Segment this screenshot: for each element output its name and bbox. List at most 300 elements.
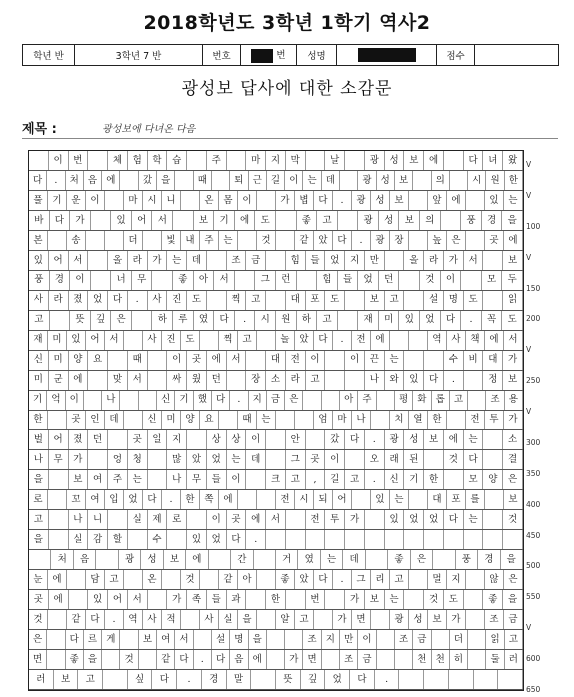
manuscript-cell: 경 (50, 271, 71, 290)
manuscript-row (29, 391, 523, 411)
manuscript-cell: 다 (333, 231, 352, 250)
manuscript-cell: 다 (212, 650, 230, 669)
manuscript-cell: 요 (200, 411, 219, 430)
manuscript-cell (345, 291, 365, 310)
manuscript-cell: 송 (67, 231, 86, 250)
manuscript-cell: 보 (503, 371, 523, 390)
margin-mark: 650 (526, 685, 541, 694)
manuscript-cell (105, 191, 124, 210)
manuscript-cell: 꼬 (67, 490, 86, 509)
manuscript-cell: 데 (105, 411, 124, 430)
manuscript-cell: 있 (111, 211, 132, 230)
manuscript-cell: 에 (444, 430, 464, 449)
manuscript-cell (385, 251, 405, 270)
manuscript-cell: 가 (167, 590, 187, 609)
manuscript-cell: . (333, 191, 352, 210)
manuscript-cell: 엉 (108, 450, 128, 469)
manuscript-cell: 을 (502, 211, 523, 230)
manuscript-cell: 다 (345, 430, 365, 449)
manuscript-cell: 갔 (139, 171, 157, 190)
manuscript-cell (139, 391, 157, 410)
manuscript-cell (194, 630, 212, 649)
manuscript-cell (120, 391, 138, 410)
manuscript-cell: 시 (295, 490, 314, 509)
margin-mark: 400 (526, 499, 541, 509)
manuscript-cell: 금 (413, 630, 431, 649)
manuscript-cell (503, 530, 523, 549)
manuscript-cell (371, 411, 390, 430)
manuscript-cell: 었 (404, 510, 424, 529)
manuscript-cell: 데 (187, 251, 207, 270)
manuscript-cell: 볍 (295, 191, 314, 210)
manuscript-cell: 인 (86, 411, 105, 430)
manuscript-cell: 라 (128, 251, 148, 270)
manuscript-row (29, 291, 523, 311)
manuscript-cell: 보 (400, 211, 421, 230)
manuscript-cell (424, 351, 444, 370)
manuscript-cell: 양 (181, 411, 200, 430)
manuscript-cell: 한 (266, 590, 286, 609)
manuscript-cell (385, 530, 405, 549)
manuscript-cell: 서 (464, 251, 484, 270)
manuscript-cell: 너 (111, 271, 132, 290)
manuscript-cell: 이 (167, 351, 187, 370)
manuscript-cell (432, 630, 450, 649)
manuscript-cell: 은 (504, 570, 523, 589)
manuscript-row (29, 311, 523, 331)
manuscript-cell: 지 (345, 251, 365, 270)
manuscript-cell: 에 (485, 331, 504, 350)
manuscript-cell: 을 (249, 630, 267, 649)
manuscript-cell: 광 (365, 151, 385, 170)
manuscript-cell (468, 630, 486, 649)
manuscript-cell: 녀 (483, 151, 503, 170)
manuscript-cell (466, 610, 485, 629)
manuscript-cell (468, 391, 486, 410)
manuscript-cell: 미 (48, 331, 67, 350)
manuscript-cell: 이 (70, 271, 91, 290)
manuscript-cell: 고 (78, 670, 103, 689)
manuscript-cell: 서 (266, 510, 286, 529)
manuscript-cell: 원 (486, 171, 504, 190)
manuscript-cell: 입 (105, 490, 124, 509)
manuscript-cell: 신 (385, 470, 405, 489)
manuscript-cell: 감 (88, 530, 108, 549)
manuscript-cell: 였 (298, 550, 320, 569)
manuscript-cell (257, 331, 276, 350)
manuscript-cell: 진 (162, 331, 181, 350)
manuscript-cell (325, 590, 345, 609)
manuscript-cell: 던 (379, 271, 400, 290)
manuscript-cell: 었 (420, 311, 441, 330)
manuscript-cell: 게 (102, 630, 120, 649)
manuscript-cell: 미 (162, 411, 181, 430)
manuscript-cell (466, 191, 485, 210)
manuscript-cell: 같 (295, 231, 314, 250)
manuscript-cell (266, 430, 286, 449)
manuscript-cell: 이 (86, 191, 105, 210)
manuscript-cell: 싶 (128, 670, 153, 689)
manuscript-cell: 나 (69, 510, 89, 529)
manuscript-cell (148, 590, 168, 609)
manuscript-cell: . (246, 530, 266, 549)
manuscript-cell: 억 (47, 391, 65, 410)
manuscript-cell: 처 (51, 550, 73, 569)
manuscript-cell: 이 (285, 171, 303, 190)
manuscript-cell: 면 (352, 610, 371, 629)
manuscript-cell (400, 271, 421, 290)
manuscript-cell: 는 (385, 351, 405, 370)
manuscript-cell: 그 (255, 271, 276, 290)
manuscript-cell: 라 (424, 251, 444, 270)
manuscript-cell (88, 450, 108, 469)
manuscript-cell: 찍 (219, 331, 238, 350)
manuscript-cell: 고 (286, 470, 306, 489)
manuscript-cell: 을 (157, 171, 175, 190)
manuscript-cell: 서 (69, 251, 89, 270)
manuscript-cell: 보 (503, 251, 523, 270)
manuscript-cell (148, 371, 168, 390)
manuscript-row (29, 430, 523, 450)
manuscript-cell: 보 (395, 171, 413, 190)
manuscript-cell: 엄 (314, 411, 333, 430)
manuscript-cell (48, 411, 67, 430)
manuscript-cell: 풍 (461, 211, 482, 230)
manuscript-row (29, 171, 523, 191)
manuscript-cell (338, 211, 359, 230)
manuscript-cell: 지 (447, 570, 466, 589)
manuscript-cell: 된 (404, 450, 424, 469)
manuscript-cell: 가 (504, 411, 523, 430)
manuscript-cell: 다 (444, 510, 464, 529)
manuscript-cell: 시 (468, 171, 486, 190)
manuscript-cell: 힘 (286, 251, 306, 270)
manuscript-cell: 데 (322, 171, 340, 190)
manuscript-cell: 서 (214, 271, 235, 290)
manuscript-cell: 광 (390, 610, 409, 629)
manuscript-cell: 보 (365, 291, 385, 310)
manuscript-cell: 곳 (227, 510, 247, 529)
manuscript-cell: 는 (385, 590, 405, 609)
manuscript-cell: 뜻 (70, 311, 91, 330)
manuscript-cell: 읽 (503, 291, 523, 310)
manuscript-cell (162, 570, 181, 589)
manuscript-cell: . (444, 371, 464, 390)
manuscript-cell (209, 550, 231, 569)
manuscript-cell (69, 590, 89, 609)
manuscript-cell: 경 (482, 211, 503, 230)
manuscript-cell (345, 450, 365, 469)
margin-mark: 100 (526, 221, 541, 231)
manuscript-cell (365, 530, 385, 549)
manuscript-cell: 역 (124, 610, 143, 629)
manuscript-cell: 화 (413, 391, 431, 410)
manuscript-cell: 있 (404, 371, 424, 390)
manuscript-cell: 다 (86, 610, 105, 629)
manuscript-cell: 래 (385, 450, 405, 469)
manuscript-row (29, 231, 523, 251)
manuscript-cell: 금 (246, 251, 266, 270)
manuscript-cell: 런 (276, 271, 297, 290)
margin-mark: 600 (526, 654, 541, 664)
manuscript-cell: 금 (267, 391, 285, 410)
manuscript-cell: 조 (227, 251, 247, 270)
manuscript-cell (303, 391, 321, 410)
manuscript-cell (345, 151, 365, 170)
manuscript-cell: 롭 (432, 391, 450, 410)
manuscript-cell: 졌 (69, 430, 89, 449)
manuscript-cell: . (365, 470, 385, 489)
manuscript-cell: 대 (286, 291, 306, 310)
manuscript-cell: 고 (306, 371, 326, 390)
manuscript-cell (464, 371, 484, 390)
manuscript-cell: 두 (502, 271, 523, 290)
manuscript-cell: 히 (450, 650, 468, 669)
manuscript-cell: 전 (286, 351, 306, 370)
manuscript-cell: 광 (352, 191, 371, 210)
manuscript-cell: 올 (108, 251, 128, 270)
manuscript-cell: 광 (119, 550, 141, 569)
manuscript-cell (306, 530, 326, 549)
manuscript-cell: 에 (186, 550, 208, 569)
margin-mark: V (526, 252, 532, 262)
manuscript-cell (167, 530, 187, 549)
name-label: 성명 (297, 45, 337, 66)
manuscript-cell: 깊 (91, 311, 112, 330)
manuscript-cell: 들 (207, 470, 227, 489)
manuscript-cell: . (375, 670, 400, 689)
manuscript-cell: 대 (266, 351, 286, 370)
manuscript-cell (105, 231, 124, 250)
manuscript-cell (409, 191, 428, 210)
manuscript-cell (219, 411, 238, 430)
manuscript-cell (483, 251, 503, 270)
manuscript-cell (128, 530, 148, 549)
subject-label: 제목 : (22, 122, 57, 137)
manuscript-cell: 에 (219, 490, 238, 509)
manuscript-cell: 용 (505, 391, 523, 410)
manuscript-cell (322, 391, 340, 410)
manuscript-cell: 다 (314, 331, 333, 350)
manuscript-cell (49, 470, 69, 489)
manuscript-cell (365, 510, 385, 529)
manuscript-cell: 어 (333, 490, 352, 509)
manuscript-cell: 쪽 (200, 490, 219, 509)
manuscript-cell: 열 (409, 411, 428, 430)
manuscript-cell: 비 (464, 351, 484, 370)
manuscript-cell: 미 (49, 351, 69, 370)
manuscript-cell (424, 530, 444, 549)
manuscript-row (29, 351, 523, 371)
manuscript-row (29, 530, 523, 550)
manuscript-cell (108, 351, 128, 370)
manuscript-cell (345, 530, 365, 549)
manuscript-cell (251, 670, 276, 689)
manuscript-cell: 데 (343, 550, 365, 569)
manuscript-cell: 않 (485, 570, 504, 589)
manuscript-cell: 에 (246, 510, 266, 529)
manuscript-cell: 고 (317, 311, 338, 330)
manuscript-cell: 수 (148, 530, 168, 549)
manuscript-cell: 았 (295, 331, 314, 350)
manuscript-cell: 다 (108, 291, 128, 310)
manuscript-cell: 포 (306, 291, 326, 310)
manuscript-cell (485, 490, 504, 509)
manuscript-cell (175, 171, 193, 190)
manuscript-cell: 요 (88, 351, 108, 370)
manuscript-cell (139, 650, 157, 669)
manuscript-cell: 데 (246, 450, 266, 469)
manuscript-grid (28, 150, 524, 691)
manuscript-cell: 고 (505, 630, 523, 649)
manuscript-cell: 에 (102, 171, 120, 190)
manuscript-cell: 간 (231, 550, 253, 569)
manuscript-cell: 고 (345, 470, 365, 489)
manuscript-cell: 보 (390, 191, 409, 210)
manuscript-cell: 무 (132, 271, 153, 290)
manuscript-cell (404, 530, 424, 549)
manuscript-cell: , (306, 470, 326, 489)
manuscript-cell: 성 (404, 430, 424, 449)
manuscript-cell: 대 (483, 351, 503, 370)
manuscript-cell (464, 590, 484, 609)
manuscript-cell: 다 (214, 311, 235, 330)
manuscript-cell: 에 (504, 231, 523, 250)
manuscript-cell: 같 (157, 650, 175, 669)
manuscript-cell: 경 (202, 670, 227, 689)
manuscript-cell: 음 (84, 171, 102, 190)
manuscript-cell: 같 (67, 610, 86, 629)
manuscript-cell (235, 271, 256, 290)
manuscript-cell: 는 (464, 510, 484, 529)
manuscript-cell: 아 (340, 391, 358, 410)
manuscript-cell: 가 (148, 251, 168, 270)
manuscript-cell (306, 151, 326, 170)
manuscript-row (29, 490, 523, 510)
manuscript-cell: 보 (424, 430, 444, 449)
margin-mark: 500 (526, 561, 541, 571)
manuscript-cell: 상 (207, 430, 227, 449)
manuscript-cell: 안 (286, 430, 306, 449)
manuscript-cell: 좋 (276, 570, 295, 589)
manuscript-cell (88, 151, 108, 170)
manuscript-cell: 서 (128, 371, 148, 390)
manuscript-cell: 운 (67, 191, 86, 210)
manuscript-cell (325, 371, 345, 390)
manuscript-cell: 에 (48, 570, 67, 589)
manuscript-cell: 경 (478, 550, 500, 569)
margin-mark: V (526, 623, 532, 633)
manuscript-cell: 끈 (365, 351, 385, 370)
manuscript-cell (86, 231, 105, 250)
manuscript-cell (444, 151, 464, 170)
manuscript-cell: 재 (358, 311, 379, 330)
manuscript-cell: 한 (181, 490, 200, 509)
manuscript-cell: 멀 (428, 570, 447, 589)
manuscript-cell: 을 (29, 470, 49, 489)
manuscript-cell: 아 (238, 570, 257, 589)
manuscript-cell: 장 (246, 371, 266, 390)
manuscript-cell: 정 (483, 371, 503, 390)
manuscript-cell: 서 (504, 331, 523, 350)
manuscript-cell: 르 (84, 630, 102, 649)
manuscript-cell: 있 (67, 331, 86, 350)
manuscript-cell: 는 (219, 231, 238, 250)
manuscript-cell: 있 (400, 311, 421, 330)
manuscript-cell: 보 (428, 610, 447, 629)
manuscript-cell (266, 530, 286, 549)
manuscript-cell (483, 450, 503, 469)
manuscript-row (29, 211, 523, 231)
manuscript-cell: 고 (246, 291, 266, 310)
manuscript-cell: 거 (276, 550, 298, 569)
manuscript-cell: . (194, 650, 212, 669)
manuscript-cell: 내 (181, 231, 200, 250)
manuscript-cell (409, 570, 428, 589)
manuscript-cell: 나 (29, 450, 49, 469)
manuscript-cell: 의 (420, 211, 441, 230)
manuscript-cell (424, 670, 449, 689)
manuscript-cell: 되 (314, 490, 333, 509)
manuscript-cell: 책 (466, 331, 485, 350)
manuscript-cell: 러 (29, 670, 54, 689)
manuscript-cell: 는 (303, 171, 321, 190)
manuscript-cell (48, 610, 67, 629)
manuscript-cell: 높 (428, 231, 447, 250)
manuscript-cell: 풍 (29, 271, 50, 290)
manuscript-cell: 다 (153, 670, 178, 689)
manuscript-cell: 았 (187, 450, 207, 469)
manuscript-cell: 보 (404, 151, 424, 170)
manuscript-cell: 이 (246, 430, 266, 449)
manuscript-cell: 성 (385, 151, 405, 170)
manuscript-cell (444, 470, 464, 489)
manuscript-cell: 설 (212, 630, 230, 649)
manuscript-cell: 가 (345, 590, 365, 609)
manuscript-cell: 이 (227, 470, 247, 489)
manuscript-cell: 만 (365, 251, 385, 270)
manuscript-cell (409, 490, 428, 509)
margin-mark: 200 (526, 314, 541, 324)
manuscript-cell (102, 650, 120, 669)
manuscript-cell: 벌 (29, 430, 49, 449)
manuscript-cell (187, 430, 207, 449)
manuscript-cell: 은 (503, 470, 523, 489)
manuscript-cell (366, 550, 388, 569)
manuscript-row (29, 590, 523, 610)
manuscript-cell: 성 (379, 211, 400, 230)
manuscript-cell (48, 490, 67, 509)
manuscript-cell: 둘 (486, 650, 504, 669)
student-info-table (22, 44, 559, 66)
manuscript-cell (124, 570, 143, 589)
manuscript-row (29, 650, 523, 670)
manuscript-cell: 담 (86, 570, 105, 589)
manuscript-cell (444, 530, 464, 549)
manuscript-cell: 들 (338, 271, 359, 290)
redacted-name (358, 48, 416, 62)
manuscript-cell: 그 (286, 450, 306, 469)
manuscript-cell: 서 (227, 351, 247, 370)
manuscript-cell: 근 (249, 171, 267, 190)
manuscript-cell (108, 510, 128, 529)
manuscript-cell: 서 (175, 630, 193, 649)
manuscript-cell: 천 (413, 650, 431, 669)
manuscript-cell: 가 (70, 211, 91, 230)
manuscript-cell: 신 (157, 391, 175, 410)
manuscript-cell (124, 331, 143, 350)
manuscript-cell (187, 151, 207, 170)
